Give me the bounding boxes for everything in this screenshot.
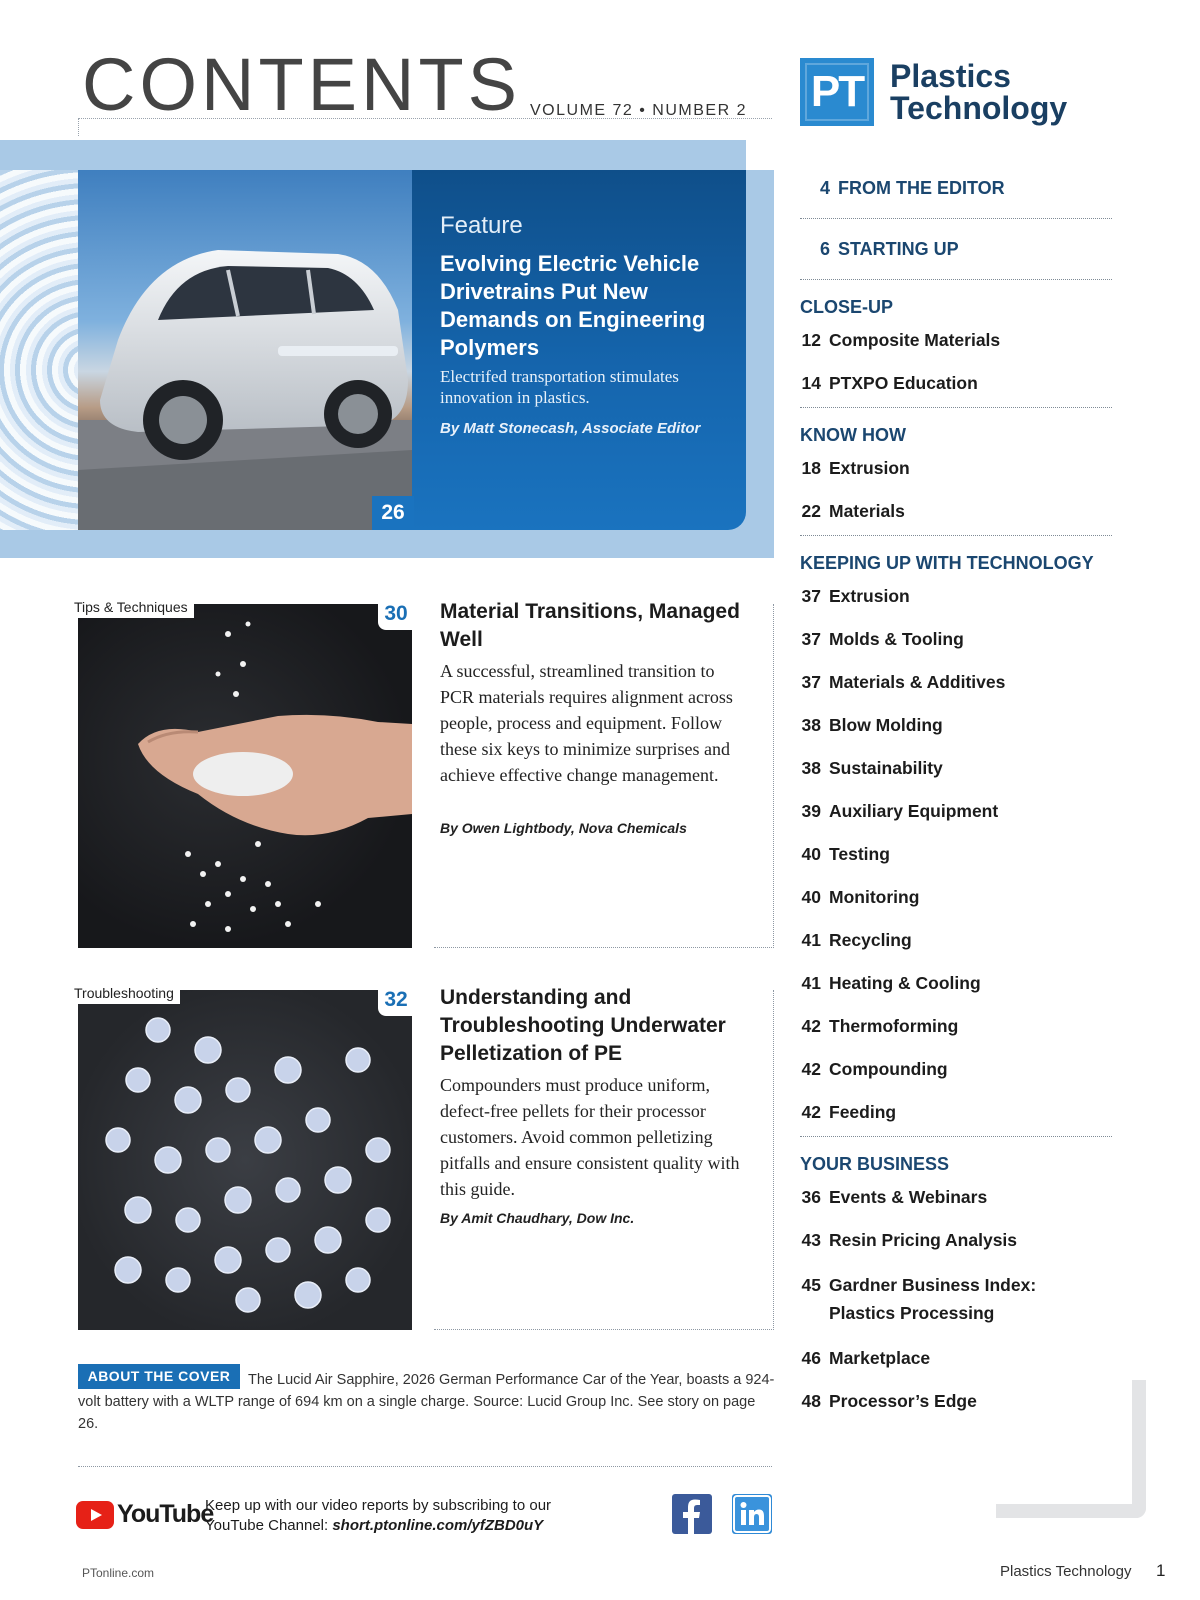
toc-page-number: 42 <box>801 1016 821 1036</box>
toc-label: Gardner Business Index: Plastics Processing <box>829 1275 1037 1323</box>
toc-page-number: 14 <box>801 373 821 393</box>
toc-item[interactable] <box>800 456 1112 480</box>
toc-item[interactable] <box>800 328 1112 352</box>
linkedin-icon[interactable] <box>732 1494 772 1534</box>
article-photo-pe-pellets[interactable] <box>78 990 412 1330</box>
toc-item[interactable] <box>800 1057 1112 1081</box>
volume-number: VOLUME 72 • NUMBER 2 <box>530 102 747 119</box>
article-description: A successful, streamlined transition to PCR materials requires alignment across people, process and equipment. Follow these six keys to minimize surprises and achieve effective change management. <box>440 661 733 785</box>
toc-divider <box>800 218 1112 219</box>
toc-label: Extrusion <box>829 458 910 478</box>
article-title[interactable]: Material Transitions, Managed Well <box>440 600 740 651</box>
toc-page-number: 38 <box>801 758 821 778</box>
toc-label: Materials <box>829 501 905 521</box>
feature-label: Feature <box>440 212 523 239</box>
toc-label: Marketplace <box>829 1348 931 1368</box>
about-cover-badge: ABOUT THE COVER <box>78 1364 240 1389</box>
toc-divider <box>800 535 1112 536</box>
toc-page-number: 41 <box>801 930 821 950</box>
toc-item[interactable] <box>800 627 1112 651</box>
toc-item-starting-up[interactable] <box>800 231 1112 267</box>
toc-label: Molds & Tooling <box>829 629 964 649</box>
toc-label: Sustainability <box>829 758 943 778</box>
toc-label: Materials & Additives <box>829 672 1006 692</box>
article-byline: By Amit Chaudhary, Dow Inc. <box>440 1210 635 1226</box>
pt-logo-icon: PT <box>800 58 874 126</box>
toc-label: Monitoring <box>829 887 920 907</box>
car-illustration <box>78 170 412 530</box>
feature-title[interactable]: Evolving Electric Vehicle Drivetrains Put New Demands on Engineering Polymers <box>440 251 706 360</box>
youtube-play-icon <box>76 1501 114 1529</box>
toc-page-number: 42 <box>801 1059 821 1079</box>
toc-label: Blow Molding <box>829 715 943 735</box>
feature-backdrop-top <box>0 140 746 170</box>
toc-page-number: 46 <box>801 1348 821 1368</box>
toc-item[interactable] <box>800 670 1112 694</box>
decorative-swirl-image <box>0 170 78 530</box>
toc-page-number: 37 <box>801 629 821 649</box>
toc-item[interactable] <box>800 756 1112 780</box>
toc-page-number: 45 <box>801 1275 821 1295</box>
toc-item[interactable] <box>800 1346 1112 1370</box>
toc-item[interactable] <box>800 1228 1112 1252</box>
toc-page-number: 4 <box>819 178 830 198</box>
toc-page-number: 42 <box>801 1102 821 1122</box>
toc-label: Compounding <box>829 1059 948 1079</box>
toc-page-number: 36 <box>801 1187 821 1207</box>
section-divider <box>78 1466 772 1467</box>
feature-page-number[interactable]: 26 <box>372 496 414 530</box>
toc-label: FROM THE EDITOR <box>838 178 1005 198</box>
feature-description: Electrifed transportation stimulates innovation in plastics. <box>440 367 679 407</box>
youtube-logo[interactable] <box>76 1500 213 1529</box>
toc-label: Recycling <box>829 930 912 950</box>
feature-car-photo[interactable] <box>78 170 412 530</box>
toc-label: Feeding <box>829 1102 897 1122</box>
toc-page-number: 6 <box>819 239 830 259</box>
toc-page-number: 43 <box>801 1230 821 1250</box>
publication-logo <box>890 60 1067 124</box>
toc-item-from-the-editor[interactable] <box>800 170 1112 206</box>
youtube-promo-line1: Keep up with our video reports by subscribing to our <box>205 1497 552 1514</box>
article-category: Tips & Techniques <box>74 596 194 618</box>
toc-label: Extrusion <box>829 586 910 606</box>
facebook-icon[interactable] <box>672 1494 712 1534</box>
toc-page-number: 40 <box>801 887 821 907</box>
toc-label: Heating & Cooling <box>829 973 981 993</box>
article-category: Troubleshooting <box>74 982 180 1004</box>
toc-page-number: 37 <box>801 672 821 692</box>
youtube-wordmark: YouTube <box>117 1500 214 1528</box>
toc-section-heading[interactable]: CLOSE-UP <box>800 297 894 317</box>
toc-label: Composite Materials <box>829 330 1001 350</box>
youtube-promo-prefix: YouTube Channel: <box>205 1517 333 1534</box>
toc-label: Processor’s Edge <box>829 1391 977 1411</box>
toc-item[interactable] <box>800 713 1112 737</box>
about-cover-text: The Lucid Air Sapphire, 2026 German Performance Car of the Year, boasts a 924-volt battery with a WLTP range of 694 km on a single charge. Source: Lucid Group Inc. See story on page 26. <box>78 1372 775 1432</box>
footer-publication: Plastics Technology <box>1000 1563 1132 1580</box>
table-of-contents <box>800 170 1112 1432</box>
logo-line-1: Plastics <box>890 58 1011 94</box>
page-title: CONTENTS <box>82 43 521 126</box>
toc-label: Resin Pricing Analysis <box>829 1230 1018 1250</box>
article-title[interactable]: Understanding and Troubleshooting Underwater Pelletization of PE <box>440 986 726 1065</box>
youtube-promo-text <box>205 1496 551 1536</box>
toc-divider <box>800 1136 1112 1137</box>
toc-section-heading[interactable]: KNOW HOW <box>800 425 906 445</box>
toc-label: STARTING UP <box>838 239 959 259</box>
toc-divider <box>800 279 1112 280</box>
toc-section-heading[interactable]: KEEPING UP WITH TECHNOLOGY <box>800 553 1094 573</box>
toc-label: PTXPO Education <box>829 373 978 393</box>
toc-item[interactable] <box>800 584 1112 608</box>
toc-label: Events & Webinars <box>829 1187 988 1207</box>
toc-page-number: 38 <box>801 715 821 735</box>
hand-pellets-illustration <box>78 604 412 948</box>
toc-item[interactable] <box>800 799 1112 823</box>
toc-page-number: 18 <box>801 458 821 478</box>
footer-site[interactable]: PTonline.com <box>82 1566 155 1580</box>
toc-item[interactable] <box>800 928 1112 952</box>
toc-item[interactable] <box>800 1185 1112 1209</box>
logo-line-2: Technology <box>890 90 1068 126</box>
pellets-illustration <box>78 990 412 1330</box>
article-page-number[interactable]: 32 <box>378 984 414 1016</box>
toc-label: Thermoforming <box>829 1016 959 1036</box>
toc-item[interactable] <box>800 1389 1112 1413</box>
feature-byline: By Matt Stonecash, Associate Editor <box>440 420 701 437</box>
youtube-promo-line2 <box>205 1516 551 1536</box>
toc-page-number: 37 <box>801 586 821 606</box>
toc-item[interactable] <box>800 1271 1112 1327</box>
toc-label: Auxiliary Equipment <box>829 801 999 821</box>
toc-item[interactable] <box>800 371 1112 395</box>
toc-page-number: 22 <box>801 501 821 521</box>
toc-item[interactable] <box>800 885 1112 909</box>
article-description: Compounders must produce uniform, defect-free pellets for their processor customers. Avoid common pelletizing pitfalls and ensure consistent quality with this guide. <box>440 1075 740 1199</box>
toc-page-number: 40 <box>801 844 821 864</box>
footer-page-number: 1 <box>1156 1561 1166 1580</box>
toc-item[interactable] <box>800 971 1112 995</box>
toc-page-number: 41 <box>801 973 821 993</box>
toc-page-number: 48 <box>801 1391 821 1411</box>
toc-page-number: 12 <box>801 330 821 350</box>
toc-label: Testing <box>829 844 890 864</box>
toc-page-number: 39 <box>801 801 821 821</box>
article-page-number[interactable]: 30 <box>378 598 414 630</box>
toc-item[interactable] <box>800 1014 1112 1038</box>
header-divider <box>78 118 772 136</box>
youtube-channel-link[interactable]: short.ptonline.com/yfZBD0uY <box>332 1517 544 1534</box>
toc-section-heading[interactable]: YOUR BUSINESS <box>800 1154 950 1174</box>
article-byline: By Owen Lightbody, Nova Chemicals <box>440 820 687 836</box>
toc-divider <box>800 407 1112 408</box>
toc-item[interactable] <box>800 499 1112 523</box>
article-photo-pellets-hand[interactable] <box>78 604 412 948</box>
toc-item[interactable] <box>800 842 1112 866</box>
toc-item[interactable] <box>800 1100 1112 1124</box>
